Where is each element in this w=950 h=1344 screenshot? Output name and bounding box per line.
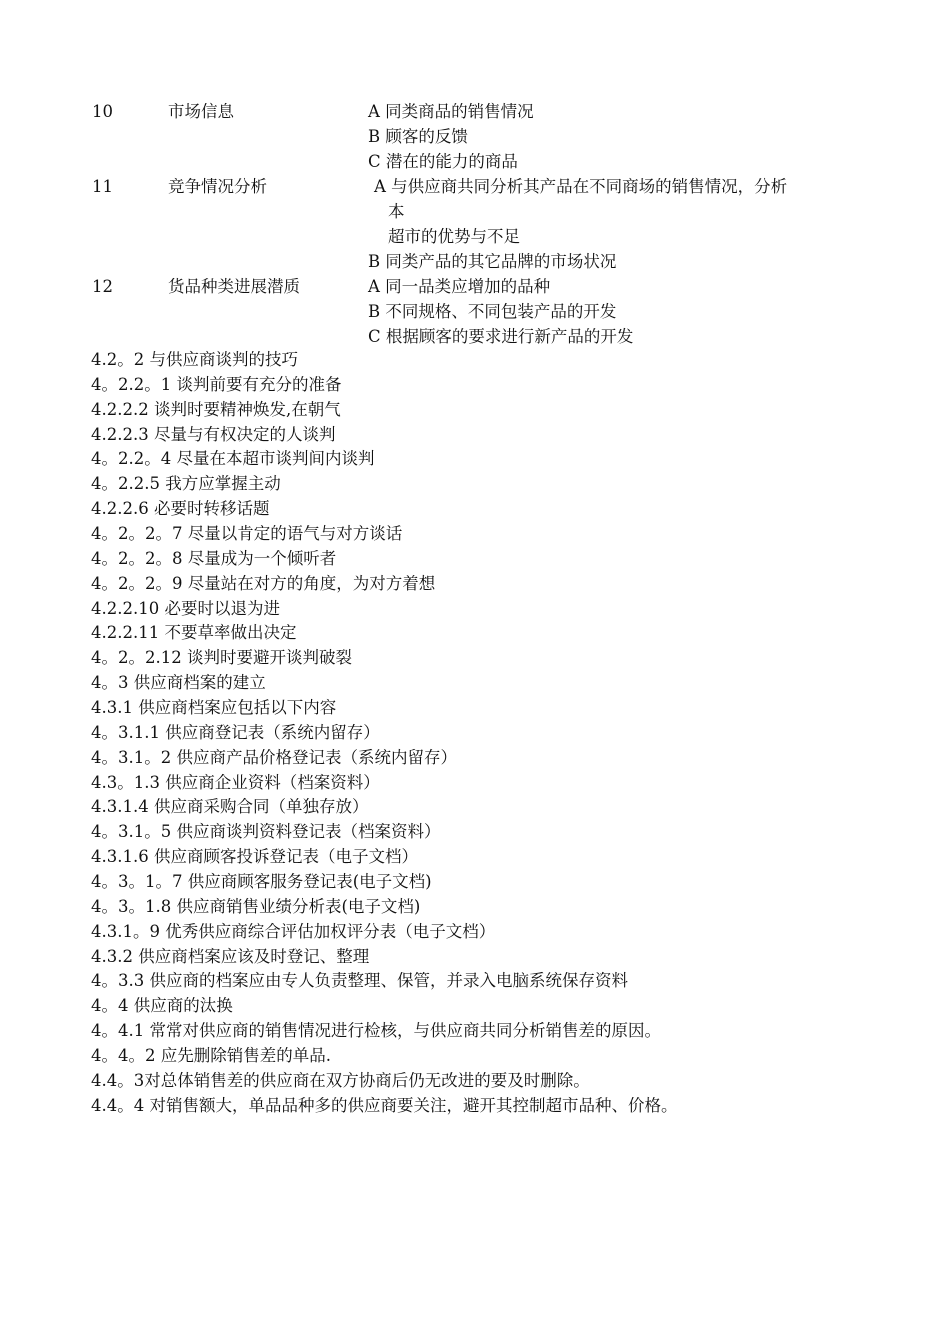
row-category: 竞争情况分析: [168, 177, 267, 196]
section-line: 4.3.1 供应商档案应包括以下内容: [91, 698, 337, 718]
section-line: 4.3.1.4 供应商采购合同（单独存放）: [91, 797, 369, 817]
section-line: 4。2.2。1 谈判前要有充分的准备: [91, 374, 342, 394]
section-line: 4。2。2。9 尽量站在对方的角度，为对方着想: [91, 573, 436, 593]
row-category: 货品种类进展潜质: [168, 277, 300, 296]
row-option: C 根据顾客的要求进行新产品的开发: [368, 327, 634, 346]
row-option: B 不同规格、不同包装产品的开发: [368, 302, 617, 321]
row-category: 市场信息: [168, 102, 234, 121]
section-line: 4.4。3对总体销售差的供应商在双方协商后仍无改进的要及时删除。: [91, 1070, 590, 1090]
row-option: B 顾客的反馈: [368, 127, 468, 146]
section-line: 4。2。2。8 尽量成为一个倾听者: [91, 548, 337, 568]
section-line: 4.2.2.10 必要时以退为进: [91, 598, 280, 618]
section-line: 4。4 供应商的汰换: [91, 996, 233, 1016]
section-line: 4。3.3 供应商的档案应由专人负责整理、保管，并录入电脑系统保存资料: [91, 971, 628, 991]
section-line: 4。3.1.1 供应商登记表（系统内留存）: [91, 722, 380, 742]
row-option: A 同一品类应增加的品种: [368, 277, 551, 296]
section-line: 4.2.2.3 尽量与有权决定的人谈判: [91, 424, 336, 444]
row-option: A 与供应商共同分析其产品在不同商场的销售情况，分析: [374, 177, 788, 196]
section-line: 4。4。2 应先删除销售差的单品.: [91, 1046, 331, 1066]
section-line: 4。3.1。2 供应商产品价格登记表（系统内留存）: [91, 747, 457, 767]
row-option: C 潜在的能力的商品: [368, 152, 518, 171]
section-line: 4。2。2.12 谈判时要避开谈判破裂: [91, 648, 352, 668]
section-line: 4.2.2.11 不要草率做出决定: [91, 623, 297, 643]
section-line: 4。3.1。5 供应商谈判资料登记表（档案资料）: [91, 822, 441, 842]
section-line: 4。3 供应商档案的建立: [91, 673, 266, 693]
section-line: 4.2.2.6 必要时转移话题: [91, 499, 270, 519]
section-line: 4.3。1.3 供应商企业资料（档案资料）: [91, 772, 380, 792]
section-line: 4.3.2 供应商档案应该及时登记、整理: [91, 946, 370, 966]
section-line: 4。3。1.8 供应商销售业绩分析表(电子文档): [91, 896, 421, 916]
section-line: 4。2。2。7 尽量以肯定的语气与对方谈话: [91, 524, 403, 544]
section-line: 4。3。1。7 供应商顾客服务登记表(电子文档): [91, 872, 432, 892]
section-line: 4。2.2。4 尽量在本超市谈判间内谈判: [91, 449, 375, 469]
section-list: [91, 348, 891, 1119]
row-option: B 同类产品的其它品牌的市场状况: [368, 252, 617, 271]
section-line: 4.2。2 与供应商谈判的技巧: [91, 350, 298, 369]
section-line: 4。4.1 常常对供应商的销售情况进行检核，与供应商共同分析销售差的原因。: [91, 1021, 661, 1041]
row-number: 11: [92, 177, 113, 196]
section-line: 4。2.2.5 我方应掌握主动: [91, 474, 281, 494]
section-line: 4.3.1。9 优秀供应商综合评估加权评分表（电子文档）: [91, 921, 496, 941]
section-line: 4.3.1.6 供应商顾客投诉登记表（电子文档）: [91, 847, 418, 867]
row-option-wrap: 超市的优势与不足: [388, 227, 520, 246]
row-number: 12: [92, 277, 113, 296]
row-option: A 同类商品的销售情况: [368, 102, 534, 121]
row-number: 10: [92, 102, 113, 121]
section-line: 4.2.2.2 谈判时要精神焕发,在朝气: [91, 399, 341, 419]
section-line: 4.4。4 对销售额大，单品品种多的供应商要关注，避开其控制超市品种、价格。: [91, 1095, 678, 1115]
row-option-wrap: 本: [388, 202, 405, 221]
